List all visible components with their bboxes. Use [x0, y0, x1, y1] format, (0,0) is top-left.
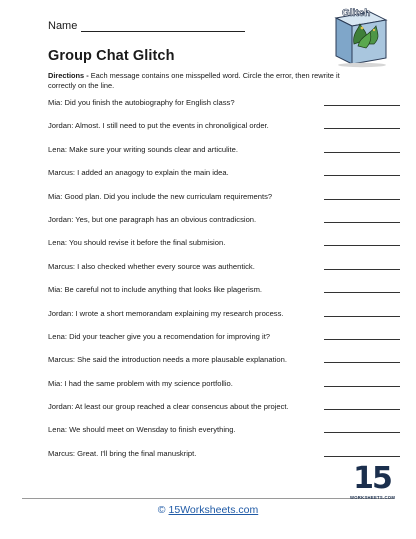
glitch-book-icon [330, 4, 392, 68]
item-text: Jordan: I wrote a short memorandam explaining my research process. [48, 308, 284, 318]
name-row [48, 20, 245, 32]
list-item [48, 121, 400, 144]
item-text: Mia: Did you finish the autobiography for English class? [48, 98, 235, 107]
item-text: Marcus: I also checked whether every source was authentick. [48, 261, 255, 271]
answer-line[interactable] [324, 285, 400, 293]
answer-line[interactable] [324, 402, 400, 410]
answer-line[interactable] [324, 425, 400, 433]
worksheet-title: Group Chat Glitch [48, 48, 175, 64]
brand-logo [350, 461, 396, 516]
answer-line[interactable] [324, 145, 400, 153]
list-item [48, 215, 400, 238]
item-list [48, 98, 400, 472]
list-item [48, 238, 400, 261]
list-item [48, 402, 400, 425]
name-label: Name [48, 20, 78, 32]
list-item [48, 449, 400, 472]
brand-word: WORKSHEETS.COM [350, 495, 396, 500]
item-text: Marcus: I added an anagogy to explain the main idea. [48, 168, 229, 178]
item-text: Lena: You should revise it before the final submision. [48, 238, 226, 248]
list-item [48, 192, 400, 215]
logo-word: Glitch [342, 8, 371, 19]
answer-line[interactable] [324, 168, 400, 176]
item-text: Mia: Be careful not to include anything that looks like plagerism. [48, 285, 263, 295]
item-text: Lena: Make sure your writing sounds clear and articulite. [48, 144, 238, 154]
item-text: Lena: We should meet on Wensday to finish everything. [48, 425, 236, 435]
directions-label: Directions - [48, 71, 89, 80]
answer-line[interactable] [324, 379, 400, 387]
answer-line[interactable] [324, 262, 400, 270]
copyright-icon: © [157, 504, 166, 516]
list-item [48, 98, 400, 121]
directions-text: Each message contains one misspelled word. Circle the error, then rewrite it correctly on the line. [48, 71, 340, 90]
list-item [48, 425, 400, 448]
brand-number: 15 [353, 461, 391, 496]
answer-line[interactable] [324, 309, 400, 317]
footer-divider [22, 498, 394, 499]
list-item [48, 145, 400, 168]
list-item [48, 355, 400, 378]
answer-line[interactable] [324, 332, 400, 340]
item-text: Jordan: Yes, but one paragraph has an obvious contradicsion. [48, 214, 257, 224]
answer-line[interactable] [324, 238, 400, 246]
item-text: Mia: Good plan. Did you include the new curriculam requirements? [48, 191, 273, 201]
item-text: Marcus: She said the introduction needs a more plausable explanation. [48, 355, 287, 365]
item-text: Lena: Did your teacher give you a recomendation for improving it? [48, 331, 271, 341]
list-item [48, 332, 400, 355]
list-item [48, 168, 400, 191]
answer-line[interactable] [324, 192, 400, 200]
footer-link[interactable]: 15Worksheets.com [168, 504, 259, 516]
item-text: Jordan: At least our group reached a clear consencus about the project. [48, 402, 289, 412]
item-text: Jordan: Almost. I still need to put the events in chronoligical order. [48, 121, 269, 131]
answer-line[interactable] [324, 215, 400, 223]
item-text: Marcus: Great. I'll bring the final manuskript. [48, 448, 197, 458]
answer-line[interactable] [324, 449, 400, 457]
directions [48, 71, 366, 91]
list-item [48, 309, 400, 332]
answer-line[interactable] [324, 355, 400, 363]
list-item [48, 379, 400, 402]
item-text: Mia: I had the same problem with my science portfollio. [48, 378, 233, 388]
list-item [48, 285, 400, 308]
answer-line[interactable] [324, 98, 400, 106]
answer-line[interactable] [324, 121, 400, 129]
name-line[interactable] [81, 21, 245, 32]
list-item [48, 262, 400, 285]
